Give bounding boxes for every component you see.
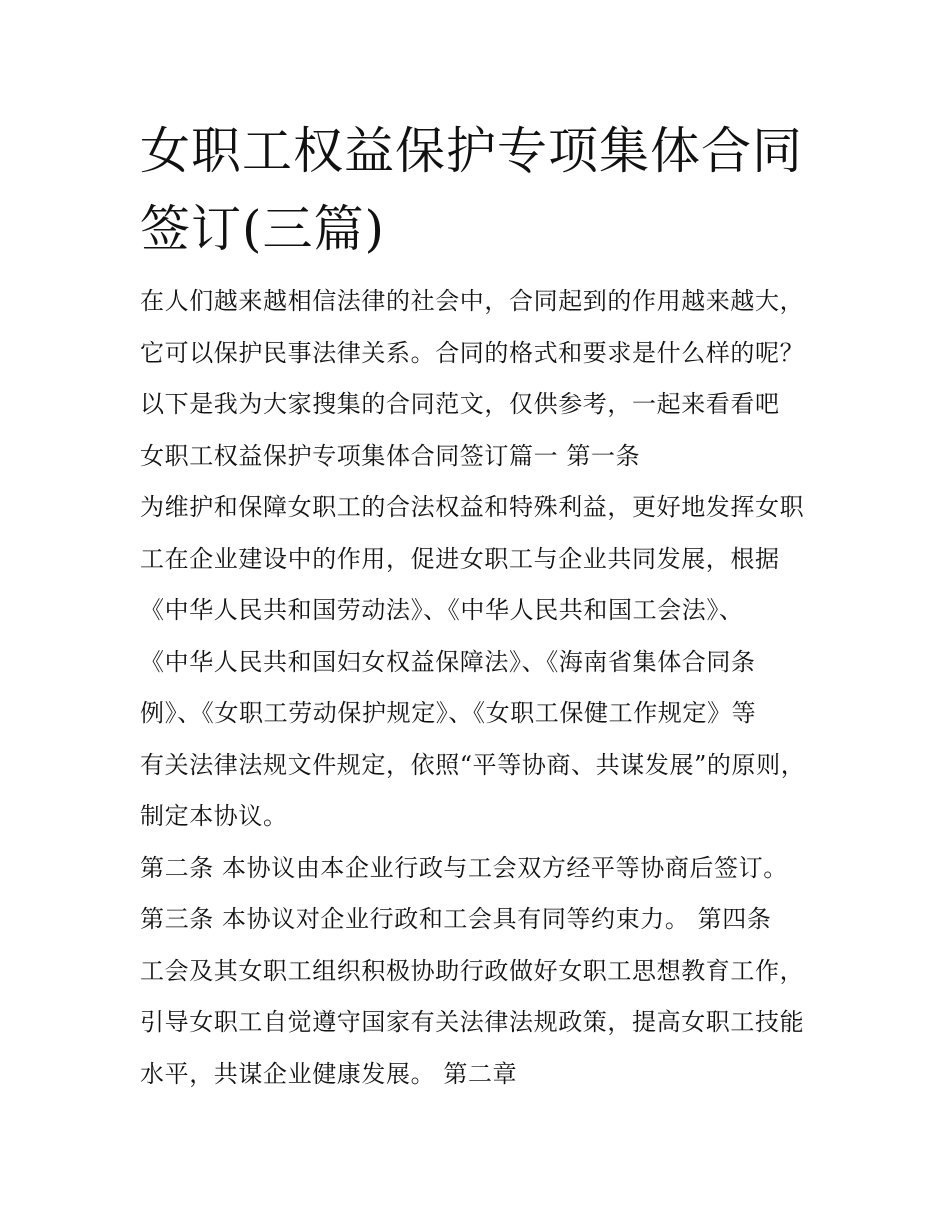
body-line-15: 引导女职工自觉遵守国家有关法律法规政策，提高女职工技能 — [140, 1008, 805, 1036]
body-line-14: 工会及其女职工组织积极协助行政做好女职工思想教育工作， — [140, 956, 805, 985]
body-line-13: 第三条 本协议对企业行政和工会具有同等约束力。 第四条 — [140, 905, 772, 933]
document-body — [140, 276, 830, 1100]
title-line-1: 女职工权益保护专项集体合同 — [140, 122, 803, 180]
body-line-12: 第二条 本协议由本企业行政与工会双方经平等协商后签订。 — [140, 853, 788, 882]
body-line-5: 为维护和保障女职工的合法权益和特殊利益，更好地发挥女职 — [140, 493, 805, 521]
body-line-10: 有关法律法规文件规定，依照“平等协商、共谋发展”的原则， — [140, 750, 806, 779]
body-line-3: 以下是我为大家搜集的合同范文，仅供参考，一起来看看吧 — [140, 390, 780, 418]
body-line-9: 例》、《女职工劳动保护规定》、《女职工保健工作规定》等 — [140, 699, 757, 727]
body-line-1: 在人们越来越相信法律的社会中，合同起到的作用越来越大， — [140, 287, 805, 315]
body-line-7: 《中华人民共和国劳动法》、《中华人民共和国工会法》、 — [140, 596, 744, 624]
body-line-8: 《中华人民共和国妇女权益保障法》、《海南省集体合同条 — [140, 647, 756, 676]
body-line-6: 工在企业建设中的作用，促进女职工与企业共同发展，根据 — [140, 544, 780, 573]
body-line-16: 水平，共谋企业健康发展。 第二章 — [140, 1059, 518, 1088]
body-line-2: 它可以保护民事法律关系。合同的格式和要求是什么样的呢？ — [140, 338, 805, 367]
document-title — [140, 112, 820, 268]
body-line-11: 制定本协议。 — [140, 802, 288, 830]
title-line-2: 签订(三篇) — [140, 200, 386, 258]
body-line-4: 女职工权益保护专项集体合同签订篇一 第一条 — [140, 441, 641, 470]
